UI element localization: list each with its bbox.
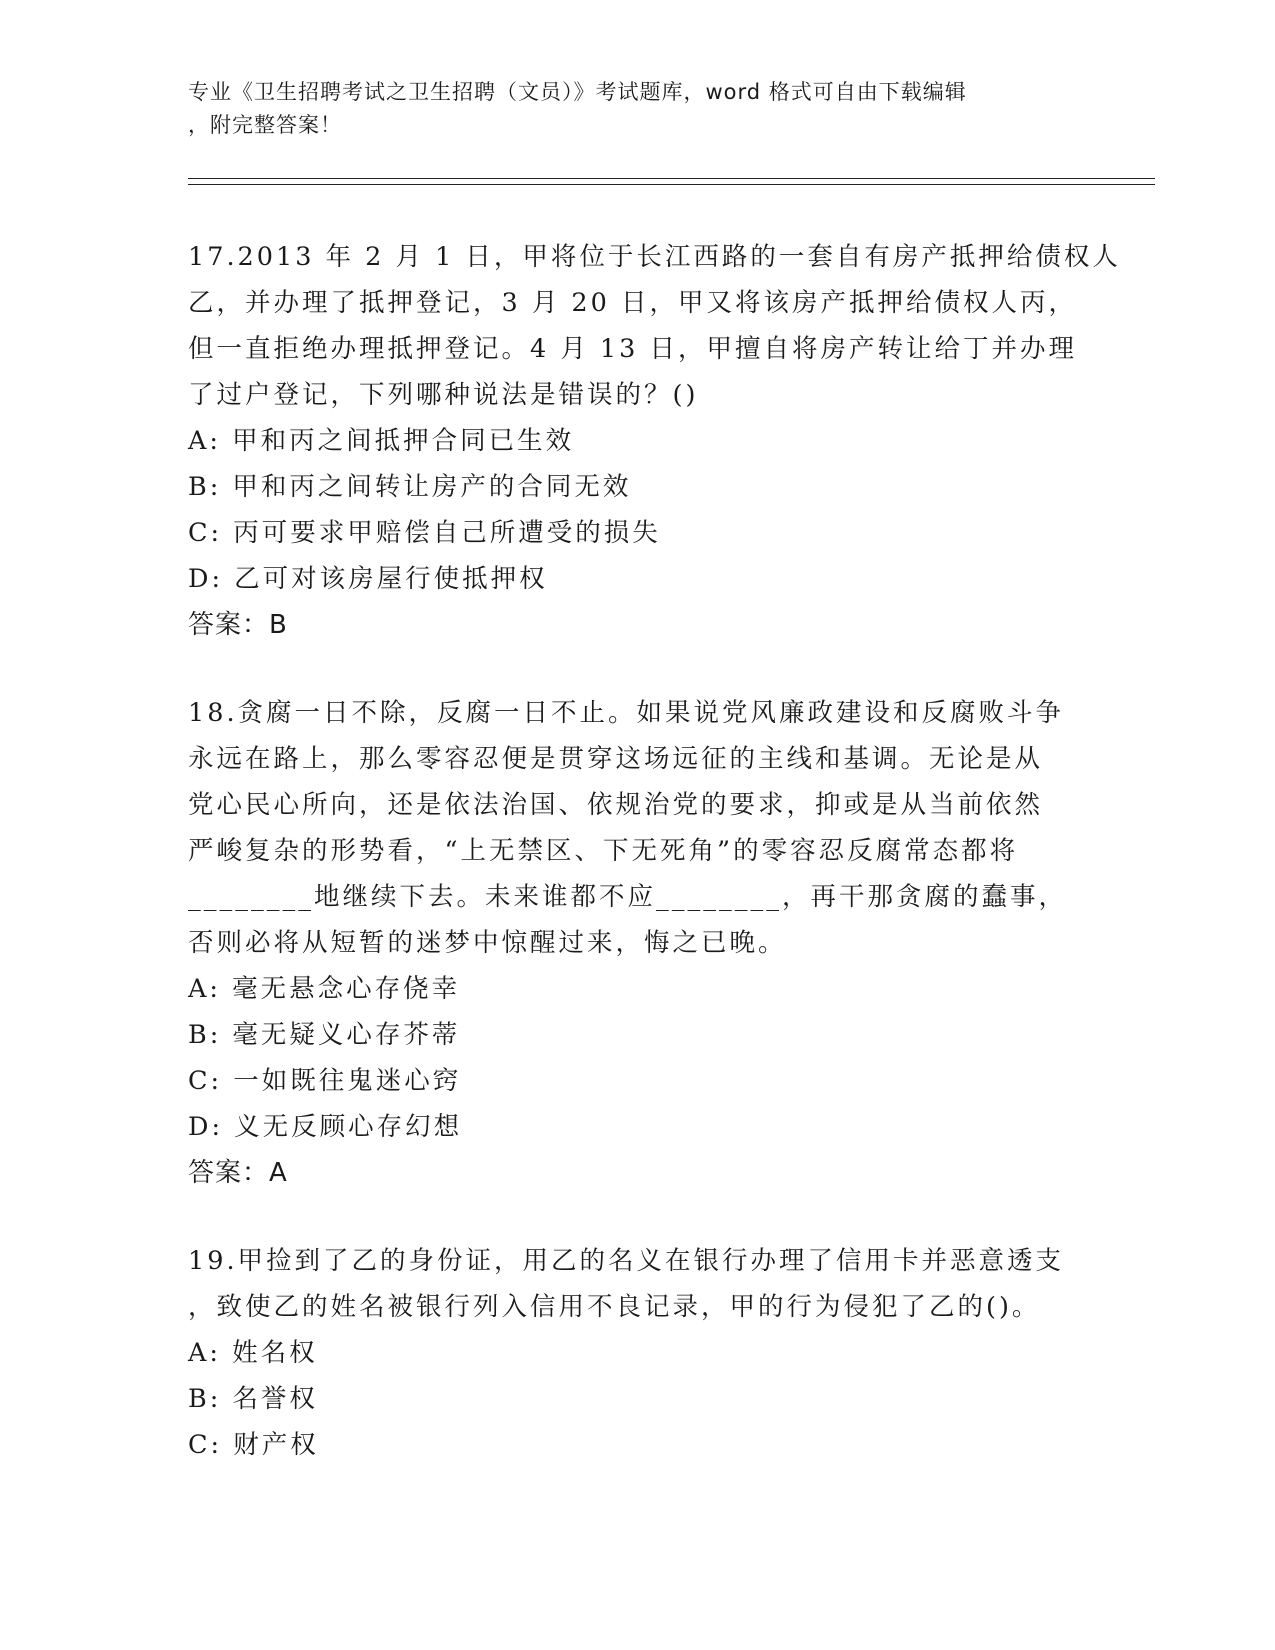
question-text-line: 19.甲捡到了乙的身份证，用乙的名义在银行办理了信用卡并恶意透支 [188,1246,1065,1276]
option-b: B: 甲和丙之间转让房产的合同无效 [188,472,632,502]
question-list [188,234,1121,1510]
option-b: B: 名誉权 [188,1384,318,1414]
answer-label: 答案：B [188,610,288,640]
question-19 [188,1238,1088,1468]
document-header [188,76,1088,142]
header-rule-top [188,178,1155,179]
option-c: C: 丙可要求甲赔偿自己所遭受的损失 [188,518,661,548]
question-text-line: 否则必将从短暂的迷梦中惊醒过来，悔之已晚。 [188,928,787,958]
question-text-line: 严峻复杂的形势看，“上无禁区、下无死角”的零容忍反腐常态都将 [188,836,1019,866]
question-text-line: 18.贪腐一日不除，反腐一日不止。如果说党风廉政建设和反腐败斗争 [188,698,1065,728]
question-18 [188,690,1088,1196]
question-text-line: 党心民心所向，还是依法治国、依规治党的要求，抑或是从当前依然 [188,790,1044,820]
header-line-1: 专业《卫生招聘考试之卫生招聘（文员）》考试题库，word 格式可自由下载编辑 [188,80,967,104]
question-text-line: 乙，并办理了抵押登记，3 月 20 日，甲又将该房产抵押给债权人丙， [188,288,1077,318]
question-text-line: 但一直拒绝办理抵押登记。4 月 13 日，甲擅自将房产转让给丁并办理 [188,334,1077,364]
option-a: A: 甲和丙之间抵押合同已生效 [188,426,575,456]
question-17 [188,234,1121,648]
header-line-2: ，附完整答案！ [188,113,342,137]
option-b: B: 毫无疑义心存芥蒂 [188,1020,461,1050]
question-text-line: ________地继续下去。未来谁都不应________，再干那贪腐的蠢事， [188,882,1068,912]
option-d: D: 乙可对该房屋行使抵押权 [188,564,548,594]
question-text-line: 了过户登记，下列哪种说法是错误的？() [188,380,699,410]
option-a: A: 姓名权 [188,1338,318,1368]
option-a: A: 毫无悬念心存侥幸 [188,974,461,1004]
header-rule-bottom [188,184,1155,185]
option-c: C: 财产权 [188,1430,319,1460]
question-text-line: ，致使乙的姓名被银行列入信用不良记录，甲的行为侵犯了乙的()。 [188,1292,1041,1322]
question-text-line: 永远在路上，那么零容忍便是贯穿这场远征的主线和基调。无论是从 [188,744,1044,774]
answer-label: 答案：A [188,1158,288,1188]
option-c: C: 一如既往鬼迷心窍 [188,1066,462,1096]
question-text-line: 17.2013 年 2 月 1 日，甲将位于长江西路的一套自有房产抵押给债权人 [188,242,1121,272]
option-d: D: 义无反顾心存幻想 [188,1112,463,1142]
